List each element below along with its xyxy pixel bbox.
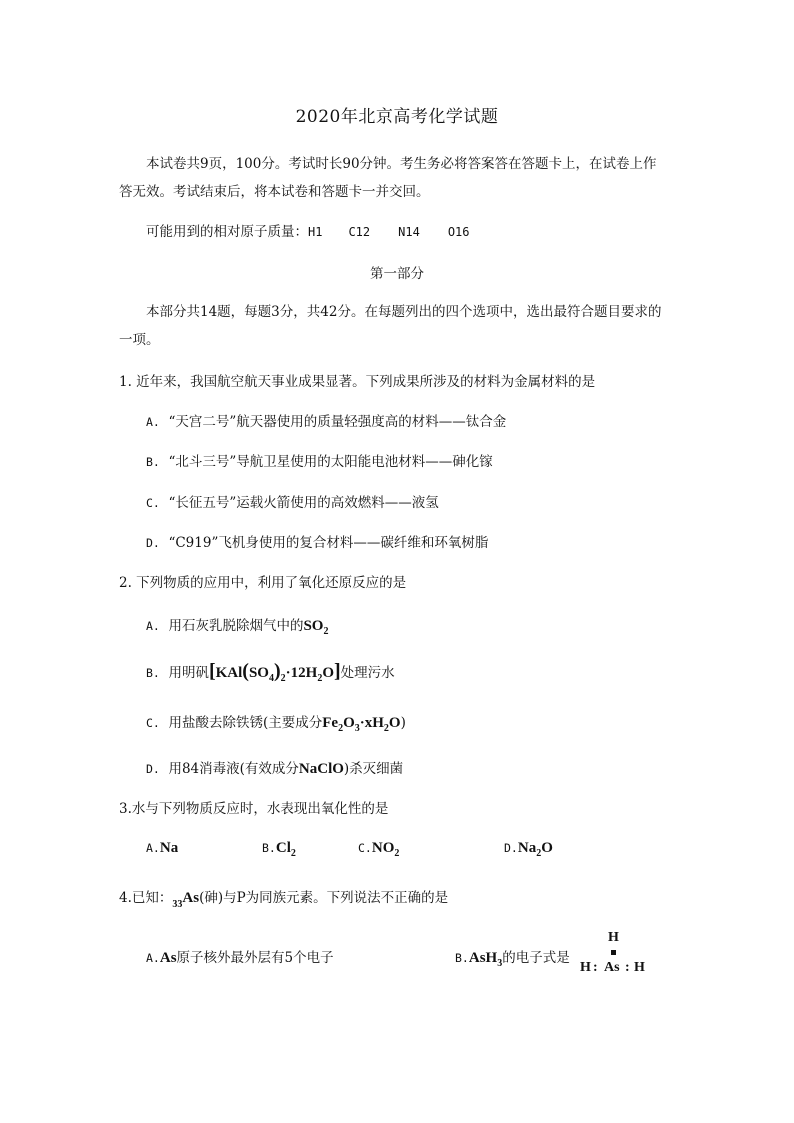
q2-c-pre: 用盐酸去除铁锈(主要成分 [168,715,323,731]
q1-a-text: “天宫二号”航天器使用的质量轻强度高的材料——钛合金 [168,414,507,430]
q3-c-label: C. [358,841,372,855]
q2-b-pre: 用明矾 [168,665,209,681]
q4-b-text: 的电子式是 [502,950,570,966]
q2-option-c [146,711,406,734]
q2-stem: 2. 下列物质的应用中，利用了氧化还原反应的是 [119,575,407,591]
q2-a-text: 用石灰乳脱除烟气中的 [168,618,304,634]
lewis-electron-dot [611,950,616,955]
q4-a-element: As [159,950,177,966]
q4-a-text: 原子核外最外层有5个电子 [176,950,334,966]
q1-option-a [146,410,506,430]
lewis-h-top: H [608,930,619,945]
q2-b-post: 处理污水 [340,665,395,681]
q1-d-label: D. [146,536,160,550]
atomic-masses-label: 可能用到的相对原子质量： [146,224,308,240]
formula-na: Na [159,840,179,856]
q3-b-label: B. [262,841,276,855]
mass-n: N14 [398,225,420,239]
formula-alum: $[KAl(SO_4)_2\cdot 12H_2O]$ [208,660,341,684]
q1-b-label: B. [146,455,160,469]
q1-a-label: A. [146,415,160,429]
q2-option-d [146,757,403,778]
ash3-lewis-structure [578,930,658,980]
intro-line-2: 答无效。考试结束后，将本试卷和答题卡一并交回。 [119,184,430,200]
q2-d-post: )杀灭细菌 [343,761,404,777]
formula-no2: $NO_2$ [371,840,400,859]
q2-option-b [146,660,395,684]
q4-stem [119,886,448,910]
q3-option-b [262,840,296,859]
q4-element-as: As [182,890,200,906]
formula-rust: $Fe_2O_3\cdot xH_2O$ [322,715,401,734]
lewis-as: As [604,960,620,975]
q1-stem: 1. 近年来，我国航空航天事业成果显著。下列成果所涉及的材料为金属材料的是 [119,374,596,390]
q2-option-a [146,614,328,637]
q2-d-pre: 用84消毒液(有效成分 [168,761,299,777]
q1-c-text: “长征五号”运载火箭使用的高效燃料——液氢 [168,495,439,511]
mass-h: H1 [308,225,323,239]
q1-b-text: “北斗三号”导航卫星使用的太阳能电池材料——砷化镓 [168,454,493,470]
q3-option-c [358,840,399,859]
q1-c-label: C. [146,496,160,510]
q1-option-b [146,450,493,470]
intro-line-1: 本试卷共9页，100分。考试时长90分钟。考生务必将答案答在答题卡上，在试卷上作 [146,156,657,172]
page-title: 2020年北京高考化学试题 [295,107,499,127]
q4-option-b [455,946,570,969]
formula-naclo: NaClO [298,761,344,777]
part-desc-2: 一项。 [119,332,160,348]
lewis-h-left: H [580,960,591,975]
q4-a-label: A. [146,951,160,965]
q2-b-label: B. [146,666,160,680]
q3-a-label: A. [146,841,160,855]
formula-ash3: AsH$_3$ [468,950,503,969]
atomic-masses [146,220,470,240]
q1-d-text: “C919”飞机身使用的复合材料——碳纤维和环氧树脂 [168,535,489,551]
mass-o: O16 [447,225,470,239]
q3-option-a [146,840,178,857]
q4-option-a [146,946,334,967]
q1-option-d [146,531,488,551]
q2-c-label: C. [146,716,160,730]
lewis-h-right: H [634,960,645,975]
q2-d-label: D. [146,762,160,776]
q4-stem-post: (砷)与P为同族元素。下列说法不正确的是 [199,890,449,906]
q3-stem: 3.水与下列物质反应时，水表现出氧化性的是 [119,801,389,817]
formula-cl2: $Cl_2$ [275,840,296,859]
q4-b-label: B. [455,951,469,965]
q3-d-label: D. [504,841,518,855]
formula-so2: $SO_2$ [303,618,329,637]
q3-option-d [504,840,553,859]
lewis-colon-right: : [625,960,630,975]
mass-c: C12 [348,225,371,239]
part-desc-1: 本部分共14题，每题3分，共42分。在每题列出的四个选项中，选出最符合题目要求的 [146,304,662,320]
lewis-colon-left: : [593,960,598,975]
q4-atomic-number: 33 [172,899,183,910]
q2-c-post: ) [400,715,406,731]
q2-a-label: A. [146,619,160,633]
formula-na2o: $Na_2O$ [517,840,553,859]
part-heading: 第一部分 [370,266,424,282]
q4-stem-pre: 4.已知： [119,890,173,906]
q1-option-c [146,491,439,511]
